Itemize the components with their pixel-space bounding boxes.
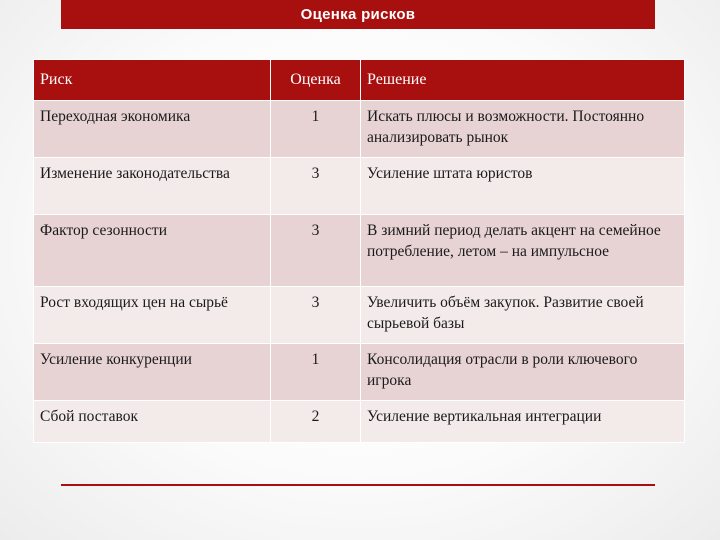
score-cell: 1: [271, 344, 361, 401]
score-cell: 2: [271, 401, 361, 443]
risk-table: [33, 59, 685, 443]
table-row: [34, 158, 685, 215]
solution-cell: Консолидация отрасли в роли ключевого игрока: [361, 344, 685, 401]
table-row: [34, 401, 685, 443]
table-header-row: [34, 60, 685, 101]
score-cell: 1: [271, 101, 361, 158]
solution-cell: Увеличить объём закупок. Развитие своей сырьевой базы: [361, 287, 685, 344]
risk-cell: Изменение законодательства: [34, 158, 271, 215]
risk-cell: Фактор сезонности: [34, 215, 271, 287]
page-title: Оценка рисков: [300, 6, 416, 23]
solution-cell: Искать плюсы и возможности. Постоянно анализировать рынок: [361, 101, 685, 158]
solution-cell: Усиление вертикальная интеграции: [361, 401, 685, 443]
risk-cell: Сбой поставок: [34, 401, 271, 443]
column-header-solution: Решение: [361, 60, 685, 101]
risk-cell: Рост входящих цен на сырьё: [34, 287, 271, 344]
table-row: [34, 287, 685, 344]
score-cell: 3: [271, 287, 361, 344]
column-header-score: Оценка: [271, 60, 361, 101]
table-row: [34, 101, 685, 158]
solution-cell: В зимний период делать акцент на семейное потребление, летом – на импульсное: [361, 215, 685, 287]
title-bar: [61, 0, 655, 29]
risk-cell: Переходная экономика: [34, 101, 271, 158]
table-row: [34, 344, 685, 401]
bottom-divider: [61, 484, 655, 486]
score-cell: 3: [271, 158, 361, 215]
column-header-risk: Риск: [34, 60, 271, 101]
solution-cell: Усиление штата юристов: [361, 158, 685, 215]
table-row: [34, 215, 685, 287]
risk-cell: Усиление конкуренции: [34, 344, 271, 401]
score-cell: 3: [271, 215, 361, 287]
